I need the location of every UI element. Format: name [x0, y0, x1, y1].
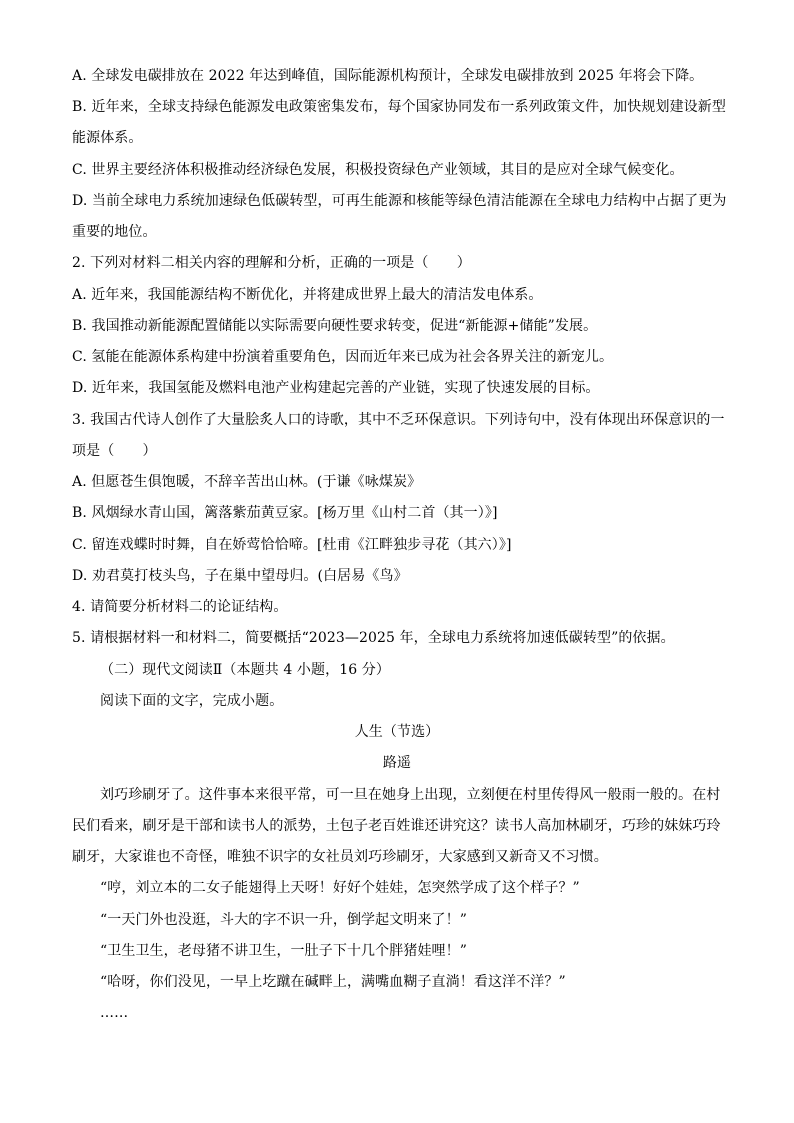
q2-option-c: C. 氢能在能源体系构建中扮演着重要角色，因而近年来已成为社会各界关注的新宠儿。: [72, 349, 614, 365]
passage-quote-3: “卫生卫生，老母猪不讲卫生，一肚子下十几个胖猪娃哩！”: [100, 943, 468, 959]
section-heading: （二）现代文阅读Ⅱ（本题共 4 小题，16 分）: [100, 662, 390, 678]
passage-title: 人生（节选）: [354, 724, 440, 740]
q2-option-b: B. 我国推动新能源配置储能以实际需要向硬性要求转变，促进“新能源+储能”发展。: [72, 318, 598, 334]
q2-option-a: A. 近年来，我国能源结构不断优化，并将建成世界上最大的清洁发电体系。: [72, 287, 543, 303]
q4-question: 4. 请简要分析材料二的论证结构。: [72, 599, 288, 615]
reading-instruction: 阅读下面的文字，完成小题。: [100, 693, 284, 709]
passage-author: 路遥: [382, 755, 412, 771]
passage-ellipsis: ……: [100, 1005, 129, 1021]
q3-option-b: B. 风烟绿水青山国，篱落紫茄黄豆家。[杨万里《山村二首（其一）》]: [72, 505, 498, 521]
q1-option-d-line2: 重要的地位。: [72, 224, 157, 240]
passage-quote-2: “一天门外也没逛，斗大的字不识一升，倒学起文明来了！”: [100, 912, 468, 928]
q1-option-b-line1: B. 近年来，全球支持绿色能源发电政策密集发布，每个国家协同发布一系列政策文件，加快规划建设新型: [72, 99, 726, 115]
passage-quote-4: “哈呀，你们没见，一早上圪蹴在碱畔上，满嘴血糊子直淌！看这洋不洋？”: [100, 974, 566, 990]
q2-option-d: D. 近年来，我国氢能及燃料电池产业构建起完善的产业链，实现了快速发展的目标。: [72, 380, 600, 396]
q5-question: 5. 请根据材料一和材料二，简要概括“2023—2025 年，全球电力系统将加速低碳转型”的依据。: [72, 630, 675, 646]
q3-stem-line1: 3. 我国古代诗人创作了大量脍炙人口的诗歌，其中不乏环保意识。下列诗句中，没有体现出环保意识的一: [72, 412, 725, 428]
q1-option-c: C. 世界主要经济体积极推动经济绿色发展，积极投资绿色产业领域，其目的是应对全球气候变化。: [72, 162, 684, 178]
q3-option-d: D. 劝君莫打枝头鸟，子在巢中望母归。(白居易《鸟》: [72, 568, 408, 584]
q1-option-d-line1: D. 当前全球电力系统加速绿色低碳转型，可再生能源和核能等绿色清洁能源在全球电力结构中占据了更为: [72, 193, 727, 209]
q3-option-a: A. 但愿苍生俱饱暖，不辞辛苦出山林。(于谦《咏煤炭》: [72, 474, 422, 490]
q3-stem-line2: 项是（ ）: [72, 443, 157, 459]
passage-paragraph-line1: 刘巧珍刷牙了。这件事本来很平常，可一旦在她身上出现，立刻便在村里传得风一般雨一般的。在村: [100, 787, 721, 803]
q1-option-b-line2: 能源体系。: [72, 130, 143, 146]
passage-paragraph-line3: 刷牙，大家谁也不奇怪，唯独不识字的女社员刘巧珍刷牙，大家感到又新奇又不习惯。: [72, 849, 608, 865]
q3-option-c: C. 留连戏蝶时时舞，自在娇莺恰恰啼。[杜甫《江畔独步寻花（其六）》]: [72, 537, 512, 553]
q1-option-a: A. 全球发电碳排放在 2022 年达到峰值，国际能源机构预计，全球发电碳排放到 2025 年将会下降。: [72, 68, 704, 84]
passage-quote-1: “哼，刘立本的二女子能翅得上天呀！好好个娃娃，怎突然学成了这个样子？”: [100, 880, 580, 896]
passage-paragraph-line2: 民们看来，刷牙是干部和读书人的派势，土包子老百姓谁还讲究这？读书人高加林刷牙，巧珍的妹妹巧玲: [72, 818, 721, 834]
q2-stem: 2. 下列对材料二相关内容的理解和分析，正确的一项是（ ）: [72, 255, 471, 271]
